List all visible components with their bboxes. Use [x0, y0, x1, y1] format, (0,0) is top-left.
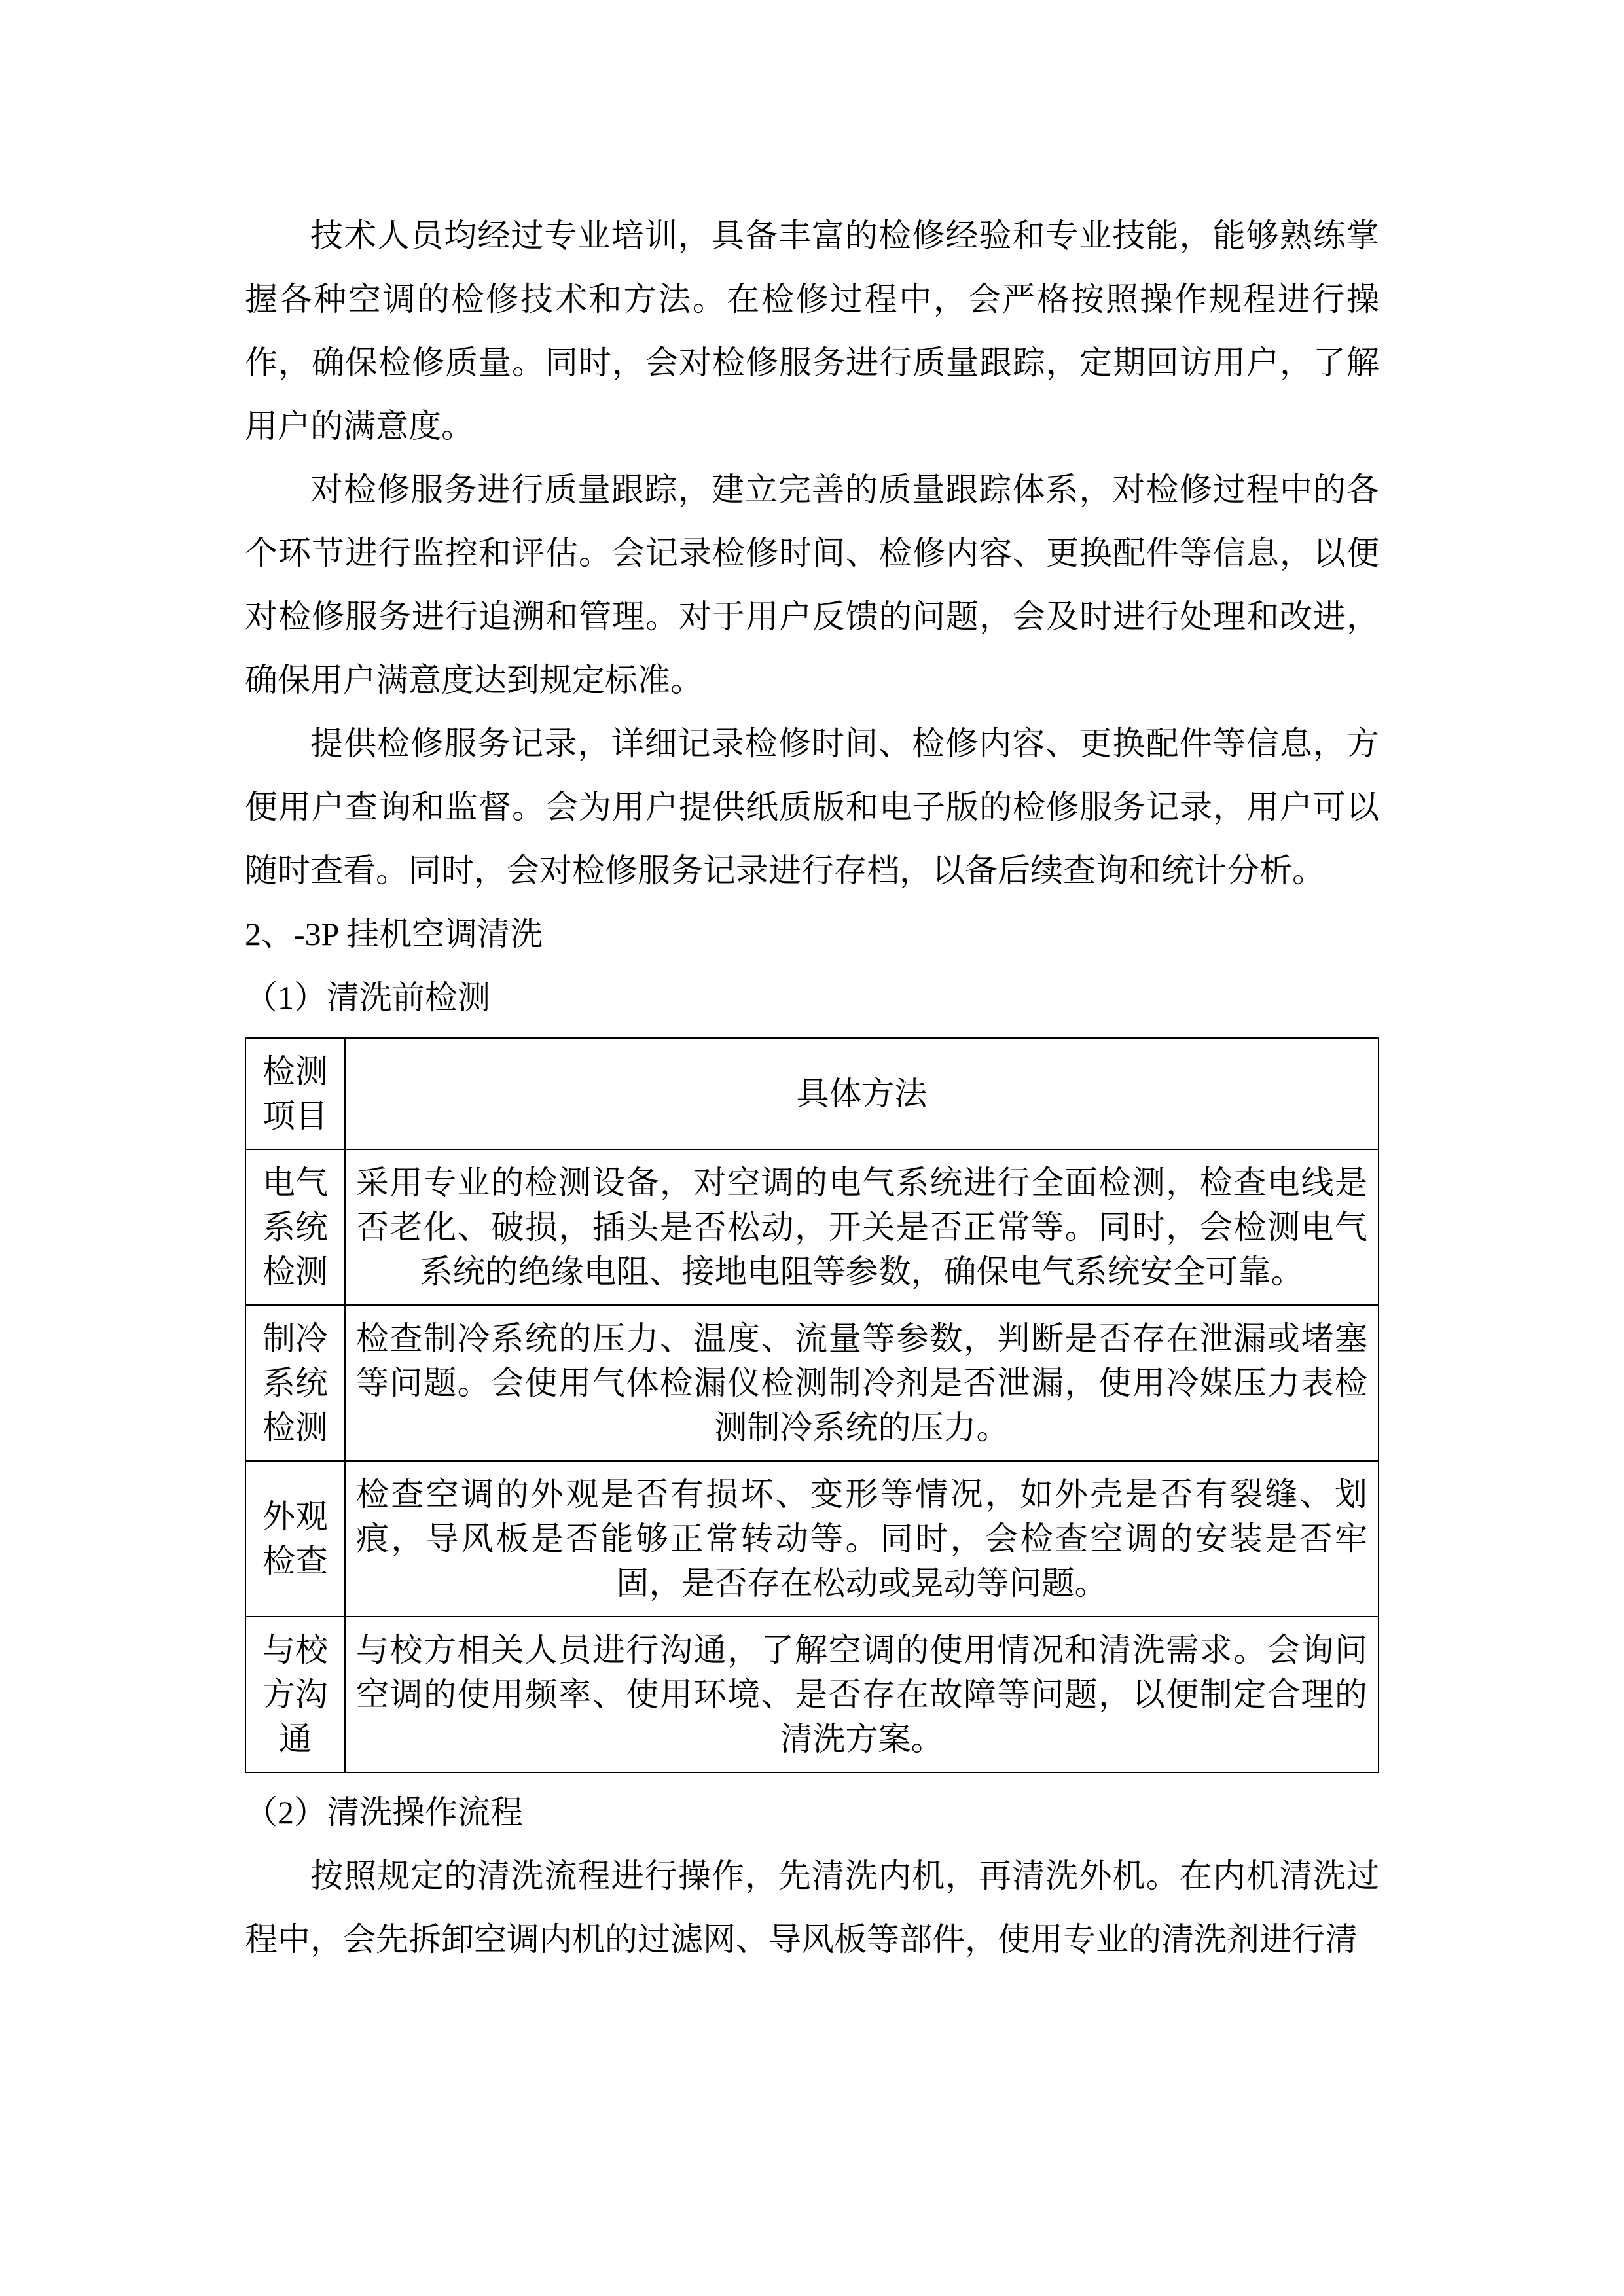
paragraph-cleaning-procedure: 按照规定的清洗流程进行操作，先清洗内机，再清洗外机。在内机清洗过程中，会先拆卸空调内机的过滤网、导风板等部件，使用专业的清洗剂进行清 — [245, 1857, 1379, 1958]
inspection-item-cell: 与校方沟通 — [245, 1617, 345, 1772]
table-row — [245, 1617, 1379, 1772]
table-header-row — [245, 1038, 1379, 1149]
paragraph-quality-tracking: 对检修服务进行质量跟踪，建立完善的质量跟踪体系，对检修过程中的各个环节进行监控和评估。会记录检修时间、检修内容、更换配件等信息，以便对检修服务进行追溯和管理。对于用户反馈的问题，会及时进行处理和改进，确保用户满意度达到规定标准。 — [245, 471, 1379, 698]
table-row — [245, 1461, 1379, 1617]
inspection-method-cell: 与校方相关人员进行沟通，了解空调的使用情况和清洗需求。会询问空调的使用频率、使用环境、是否存在故障等问题，以便制定合理的清洗方案。 — [345, 1617, 1379, 1772]
table-row — [245, 1305, 1379, 1461]
table-header-method: 具体方法 — [345, 1038, 1379, 1149]
table-row — [245, 1149, 1379, 1305]
subsection-heading-cleaning-procedure: （2）清洗操作流程 — [245, 1794, 523, 1831]
table-header-inspection-item: 检测项目 — [245, 1038, 345, 1149]
inspection-method-cell: 检查空调的外观是否有损坏、变形等情况，如外壳是否有裂缝、划痕，导风板是否能够正常转动等。同时，会检查空调的安装是否牢固，是否存在松动或晃动等问题。 — [345, 1461, 1379, 1617]
paragraph-technician-training: 技术人员均经过专业培训，具备丰富的检修经验和专业技能，能够熟练掌握各种空调的检修技术和方法。在检修过程中，会严格按照操作规程进行操作，确保检修质量。同时，会对检修服务进行质量跟踪，定期回访用户，了解用户的满意度。 — [245, 217, 1379, 444]
inspection-item-cell: 电气系统检测 — [245, 1149, 345, 1305]
inspection-item-cell: 制冷系统检测 — [245, 1305, 345, 1461]
pre-clean-inspection-table — [245, 1037, 1379, 1773]
paragraph-service-records: 提供检修服务记录，详细记录检修时间、检修内容、更换配件等信息，方便用户查询和监督。会为用户提供纸质版和电子版的检修服务记录，用户可以随时查看。同时，会对检修服务记录进行存档，以备后续查询和统计分析。 — [245, 725, 1379, 889]
section-heading-ac-cleaning: 2、-3P 挂机空调清洗 — [245, 916, 543, 952]
inspection-method-cell: 采用专业的检测设备，对空调的电气系统进行全面检测，检查电线是否老化、破损，插头是否松动，开关是否正常等。同时，会检测电气系统的绝缘电阻、接地电阻等参数，确保电气系统安全可靠。 — [345, 1149, 1379, 1305]
inspection-method-cell: 检查制冷系统的压力、温度、流量等参数，判断是否存在泄漏或堵塞等问题。会使用气体检漏仪检测制冷剂是否泄漏，使用冷媒压力表检测制冷系统的压力。 — [345, 1305, 1379, 1461]
subsection-heading-pre-clean-inspection: （1）清洗前检测 — [245, 979, 490, 1016]
inspection-item-cell: 外观检查 — [245, 1461, 345, 1617]
